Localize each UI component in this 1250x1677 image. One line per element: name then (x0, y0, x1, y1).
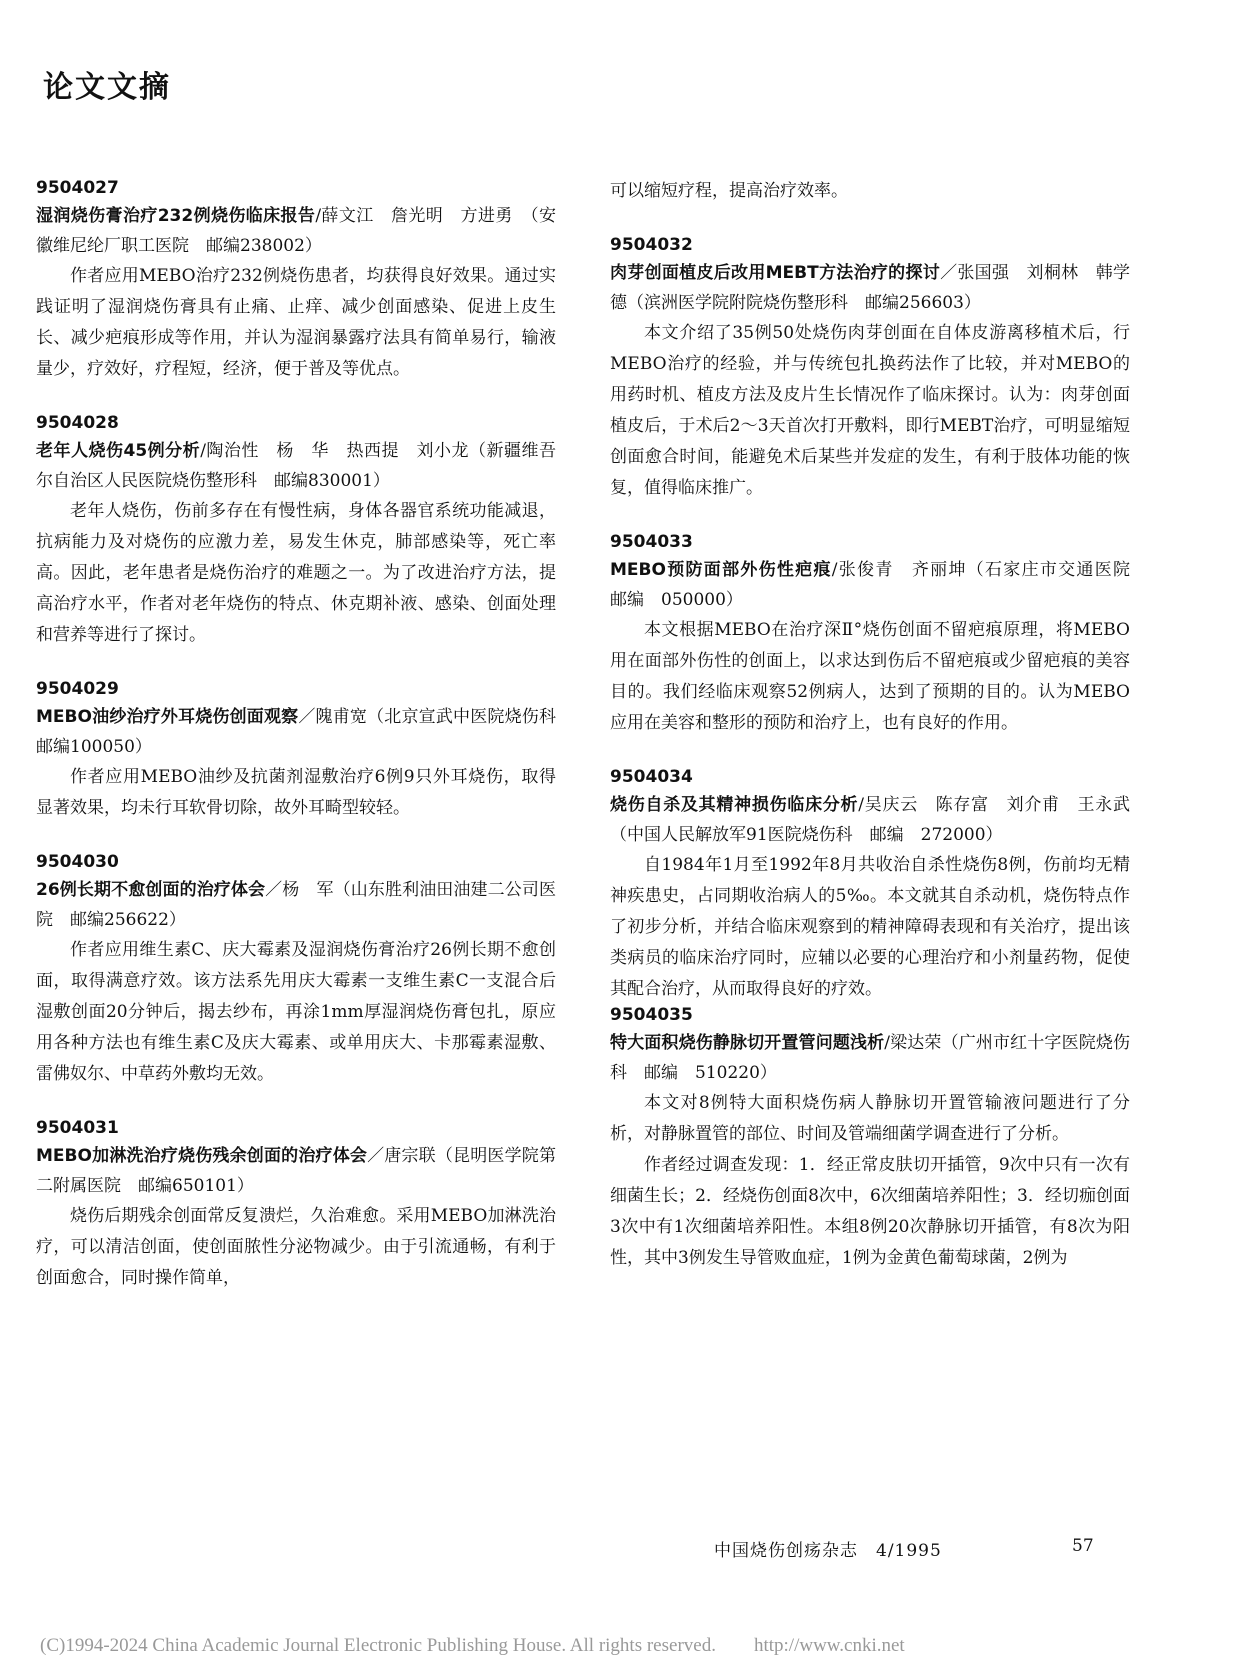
entry-title-text: MEBO加淋洗治疗烧伤残余创面的治疗体会 (36, 1146, 368, 1166)
entry-title-text: 肉芽创面植皮后改用MEBT方法治疗的探讨 (610, 263, 941, 283)
entry-title (36, 702, 573, 762)
abstract-entry (610, 1005, 1130, 1274)
entry-abstract: 作者应用MEBO油纱及抗菌剂湿敷治疗6例9只外耳烧伤，取得显著效果，均未行耳软骨切除，故外耳畸型较轻。 (36, 767, 556, 818)
entry-abstract-paragraph-2: 作者经过调查发现：1．经正常皮肤切开插管，9次中只有一次有细菌生长；2．经烧伤创面8次中，6次细菌培养阳性；3．经切痂创面3次中有1次细菌培养阳性。本组8例20次静脉切开插管，有8次为阳性，其中3例发生导管败血症，1例为金黄色葡萄球菌，2例为 (610, 1155, 1130, 1268)
entry-id: 9504035 (610, 1005, 693, 1025)
left-column (36, 178, 573, 1294)
abstract-entry (36, 178, 556, 385)
abstract-entry (610, 767, 1130, 1005)
entry-title-text: MEBO预防面部外伤性疤痕 (610, 560, 832, 580)
entry-title (36, 1141, 556, 1201)
entry-id: 9504027 (36, 178, 119, 198)
entry-title-text: 特大面积烧伤静脉切开置管问题浅析 (610, 1033, 885, 1053)
abstract-continuation: 可以缩短疗程，提高治疗效率。 (610, 181, 848, 201)
right-column (610, 176, 1147, 1274)
abstract-entry (36, 1118, 556, 1294)
entry-id: 9504028 (36, 413, 119, 433)
entry-abstract: 作者应用维生素C、庆大霉素及湿润烧伤膏治疗26例长期不愈创面，取得满意疗效。该方法系先用庆大霉素一支维生素C一支混合后湿敷创面20分钟后，揭去纱布，再涂1mm厚湿润烧伤膏包扎，原应用各种方法也有维生素C及庆大霉素、或单用庆大、卡那霉素湿敷、雷佛奴尔、中草药外敷均无效。 (36, 940, 556, 1084)
entry-title (610, 790, 1130, 850)
entry-authors: ／唐宗联（昆明医学院第二附属医院 邮编650101） (36, 1146, 556, 1196)
entry-authors: /陶治性 杨 华 热西提 刘小龙（新疆维吾尔自治区人民医院烧伤整形科 邮编830001） (36, 441, 556, 491)
entry-authors: /薛文江 詹光明 方进勇 （安徽维尼纶厂职工医院 邮编238002） (36, 206, 556, 256)
footer-page-number: 57 (1072, 1536, 1094, 1556)
entry-title (36, 201, 556, 261)
entry-authors: ／隗甫宽（北京宣武中医院烧伤科 邮编100050） (36, 707, 573, 757)
entry-authors: ／张国强 刘桐林 韩学德（滨洲医学院附院烧伤整形科 邮编256603） (610, 263, 1130, 313)
entry-id: 9504032 (610, 235, 693, 255)
abstract-entry (36, 413, 556, 651)
entry-authors: /梁达荣（广州市红十字医院烧伤科 邮编 510220） (610, 1033, 1130, 1083)
entry-title-text: 26例长期不愈创面的治疗体会 (36, 880, 266, 900)
entry-id: 9504033 (610, 532, 693, 552)
entry-title (610, 1028, 1130, 1088)
entry-id: 9504031 (36, 1118, 119, 1138)
copyright-notice: (C)1994-2024 China Academic Journal Electronic Publishing House. All rights reserved. http://www.cnki.net (40, 1635, 905, 1656)
entry-abstract: 本文介绍了35例50处烧伤肉芽创面在自体皮游离移植术后，行MEBO治疗的经验，并与传统包扎换药法作了比较，并对MEBO的用药时机、植皮方法及皮片生长情况作了临床探讨。认为：肉芽创面植皮后，于术后2～3天首次打开敷料，即行MEBT治疗，可明显缩短创面愈合时间，能避免术后某些并发症的发生，有利于肢体功能的恢复，值得临床推广。 (610, 323, 1130, 498)
entry-title-text: MEBO油纱治疗外耳烧伤创面观察 (36, 707, 299, 727)
abstract-entry (36, 852, 556, 1090)
entry-id: 9504034 (610, 767, 693, 787)
entry-authors: ／杨 军（山东胜利油田油建二公司医院 邮编256622） (36, 880, 556, 930)
entry-abstract: 自1984年1月至1992年8月共收治自杀性烧伤8例，伤前均无精神疾患史，占同期收治病人的5‰。本文就其自杀动机，烧伤特点作了初步分析，并结合临床观察到的精神障碍表现和有关治疗，提出该类病员的临床治疗同时，应辅以必要的心理治疗和小剂量药物，促使其配合治疗，从而取得良好的疗效。 (610, 855, 1130, 999)
entry-authors: /张俊青 齐丽坤（石家庄市交通医院 邮编 050000） (610, 560, 1147, 610)
abstract-entry (610, 235, 1130, 504)
entry-abstract: 老年人烧伤，伤前多存在有慢性病，身体各器官系统功能减退，抗病能力及对烧伤的应激力差，易发生休克，肺部感染等，死亡率高。因此，老年患者是烧伤治疗的难题之一。为了改进治疗方法，提高治疗水平，作者对老年烧伤的特点、休克期补液、感染、创面处理和营养等进行了探讨。 (36, 501, 556, 645)
entry-title-text: 烧伤自杀及其精神损伤临床分析 (610, 795, 859, 815)
entry-id: 9504029 (36, 679, 119, 699)
entry-title (36, 436, 556, 496)
entry-abstract: 烧伤后期残余创面常反复溃烂，久治难愈。采用MEBO加淋洗治疗，可以清洁创面，使创面脓性分泌物减少。由于引流通畅，有利于创面愈合，同时操作简单， (36, 1206, 556, 1288)
abstract-entry (610, 532, 1147, 739)
footer-journal: 中国烧伤创疡杂志 4/1995 (714, 1541, 942, 1561)
entry-title (610, 555, 1147, 615)
entry-abstract: 作者应用MEBO治疗232例烧伤患者，均获得良好效果。通过实践证明了湿润烧伤膏具有止痛、止痒、减少创面感染、促进上皮生长、减少疤痕形成等作用，并认为湿润暴露疗法具有简单易行，输液量少，疗效好，疗程短，经济，便于普及等优点。 (36, 266, 556, 379)
abstract-entry (36, 679, 573, 824)
entry-title (36, 875, 556, 935)
entry-authors: /吴庆云 陈存富 刘介甫 王永武（中国人民解放军91医院烧伤科 邮编 272000） (610, 795, 1130, 845)
entry-abstract: 本文对8例特大面积烧伤病人静脉切开置管输液问题进行了分析，对静脉置管的部位、时间及管端细菌学调查进行了分析。 (610, 1093, 1130, 1144)
entry-abstract: 本文根据MEBO在治疗深Ⅱ°烧伤创面不留疤痕原理，将MEBO用在面部外伤性的创面上，以求达到伤后不留疤痕或少留疤痕的美容目的。我们经临床观察52例病人，达到了预期的目的。认为MEBO应用在美容和整形的预防和治疗上，也有良好的作用。 (610, 620, 1130, 733)
entry-title-text: 湿润烧伤膏治疗232例烧伤临床报告 (36, 206, 316, 226)
page-title: 论文文摘 (43, 70, 171, 105)
entry-title-text: 老年人烧伤45例分析 (36, 441, 201, 461)
entry-title (610, 258, 1130, 318)
entry-id: 9504030 (36, 852, 119, 872)
